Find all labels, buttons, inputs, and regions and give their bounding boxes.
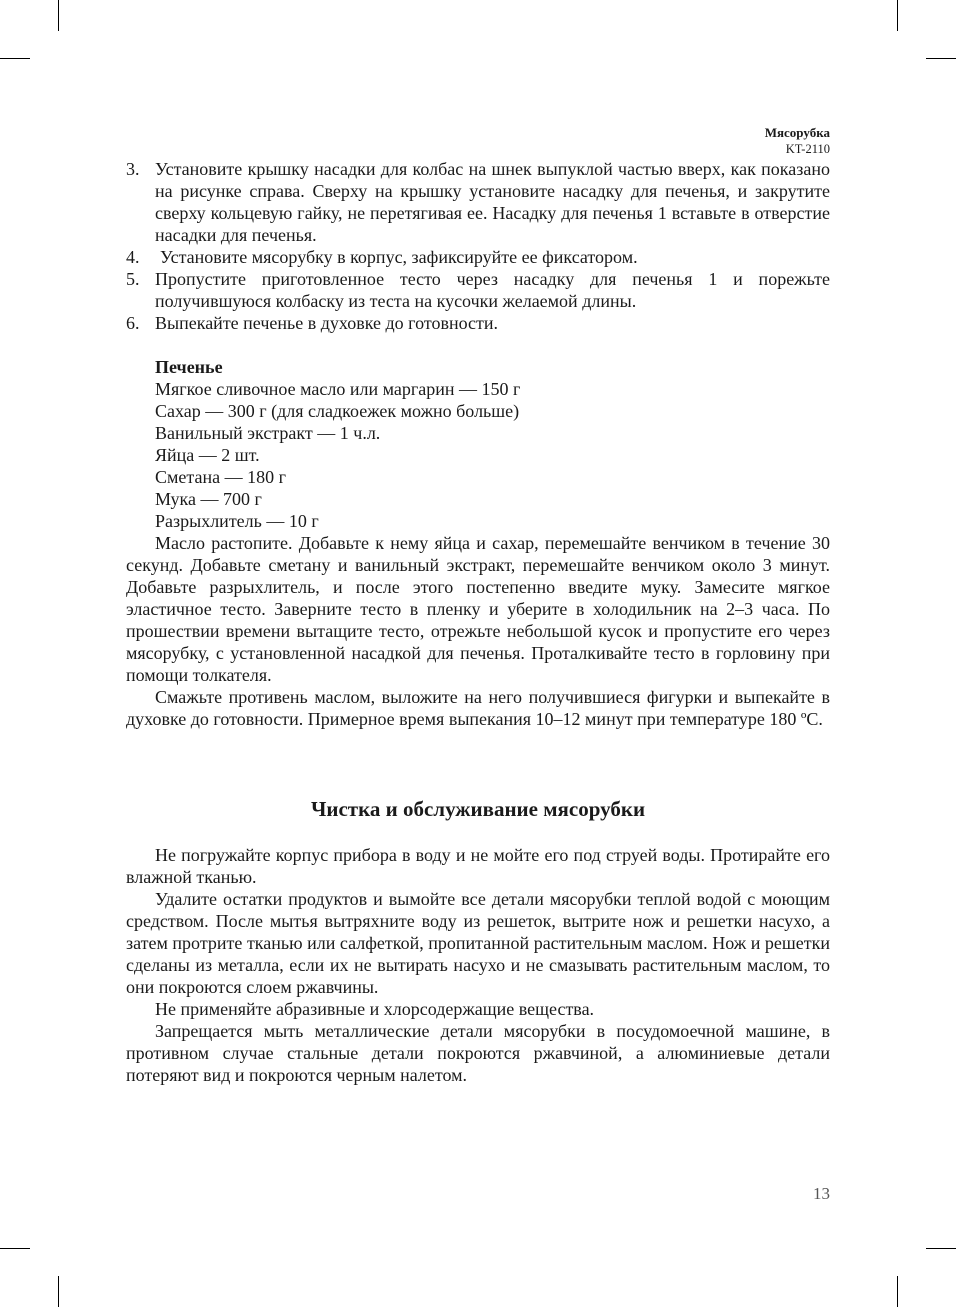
step-number: 5. — [126, 269, 140, 289]
cleaning-section — [126, 844, 830, 1086]
recipe-block — [126, 356, 830, 532]
header-model: KT-2110 — [785, 142, 830, 156]
crop-mark-bottom-left-horizontal — [0, 1248, 30, 1249]
recipe-paragraph: Масло растопите. Добавьте к нему яйца и сахар, перемешайте венчиком в течение 30 секунд. Добавьте сметану и ванильный экстракт, перемешайте венчиком около 3 минут. Добавьте разрыхлитель, и после этого постепенно введите муку. Замесите мягкое эластичное тесто. Заверните тесто в пленку и уберите в холодильник на 2–3 часа. По прошествии времени вытащите тесто, отрежьте небольшой кусок и пропустите его через мясорубку, с установленной насадкой для печенья. Проталкивайте тесто в горловину при помощи толкателя. — [126, 533, 830, 685]
instruction-steps — [126, 158, 830, 334]
step-item — [126, 312, 830, 334]
cleaning-paragraph: Удалите остатки продуктов и вымойте все детали мясорубки теплой водой с моющим средством. После мытья вытряхните воду из решеток, вытрите нож и решетки насухо, а затем протрите тканью или салфеткой, пропитанной растительным маслом. Нож и решетки сделаны из металла, если их не вытирать насухо и не смазывать растительным маслом, то они покроются слоем ржавчины. — [126, 889, 830, 997]
ingredient-line: Разрыхлитель — 10 г — [155, 511, 319, 531]
crop-mark-bottom-right-vertical — [897, 1276, 898, 1307]
step-text: Выпекайте печенье в духовке до готовности. — [155, 313, 499, 333]
step-number: 3. — [126, 159, 140, 179]
step-item — [126, 268, 830, 312]
step-number: 4. — [126, 247, 140, 267]
crop-mark-top-right-horizontal — [926, 58, 956, 59]
page-number: 13 — [813, 1184, 830, 1203]
cleaning-paragraph: Не применяйте абразивные и хлорсодержащие вещества. — [155, 999, 595, 1019]
crop-mark-top-right-vertical — [897, 0, 898, 31]
page-content — [126, 158, 830, 1086]
cleaning-paragraph: Не погружайте корпус прибора в воду и не мойте его под струей воды. Протирайте его влажной тканью. — [126, 845, 830, 887]
cleaning-paragraph: Запрещается мыть металлические детали мясорубки в посудомоечной машине, в противном случае стальные детали покроются ржавчиной, а алюминиевые детали потеряют вид и покроются черным налетом. — [126, 1021, 830, 1085]
step-number: 6. — [126, 313, 140, 333]
ingredient-line: Сахар — 300 г (для сладкоежек можно больше) — [155, 401, 520, 421]
ingredient-line: Мука — 700 г — [155, 489, 262, 509]
header-product: Мясорубка — [764, 125, 830, 140]
step-text: Пропустите приготовленное тесто через насадку для печенья 1 и порежьте получившуюся колбаску из теста на кусочки желаемой длины. — [155, 269, 830, 311]
running-header — [765, 124, 830, 158]
step-text: Установите крышку насадки для колбас на шнек выпуклой частью вверх, как показано на рисунке справа. Сверху на крышку установите насадку для печенья, и закрутите сверху кольцевую гайку, не перетягивая ее. Насадку для печенья 1 вставьте в отверстие насадки для печенья. — [155, 159, 830, 245]
crop-mark-bottom-right-horizontal — [926, 1248, 956, 1249]
step-item — [126, 158, 830, 246]
crop-mark-bottom-left-vertical — [58, 1276, 59, 1307]
crop-mark-top-left-vertical — [58, 0, 59, 31]
ingredient-line: Мягкое сливочное масло или маргарин — 150 г — [155, 379, 521, 399]
recipe-paragraph: Смажьте противень маслом, выложите на него получившиеся фигурки и выпекайте в духовке до готовности. Примерное время выпекания 10–12 минут при температуре 180 ºС. — [126, 687, 830, 729]
recipe-title: Печенье — [155, 357, 223, 377]
section-title: Чистка и обслуживание мясорубки — [310, 797, 646, 821]
ingredient-line: Ванильный экстракт — 1 ч.л. — [155, 423, 381, 443]
step-text: Установите мясорубку в корпус, зафиксируйте ее фиксатором. — [160, 247, 638, 267]
step-item — [126, 246, 830, 268]
crop-mark-top-left-horizontal — [0, 58, 30, 59]
ingredient-line: Яйца — 2 шт. — [155, 445, 260, 465]
ingredient-line: Сметана — 180 г — [155, 467, 286, 487]
